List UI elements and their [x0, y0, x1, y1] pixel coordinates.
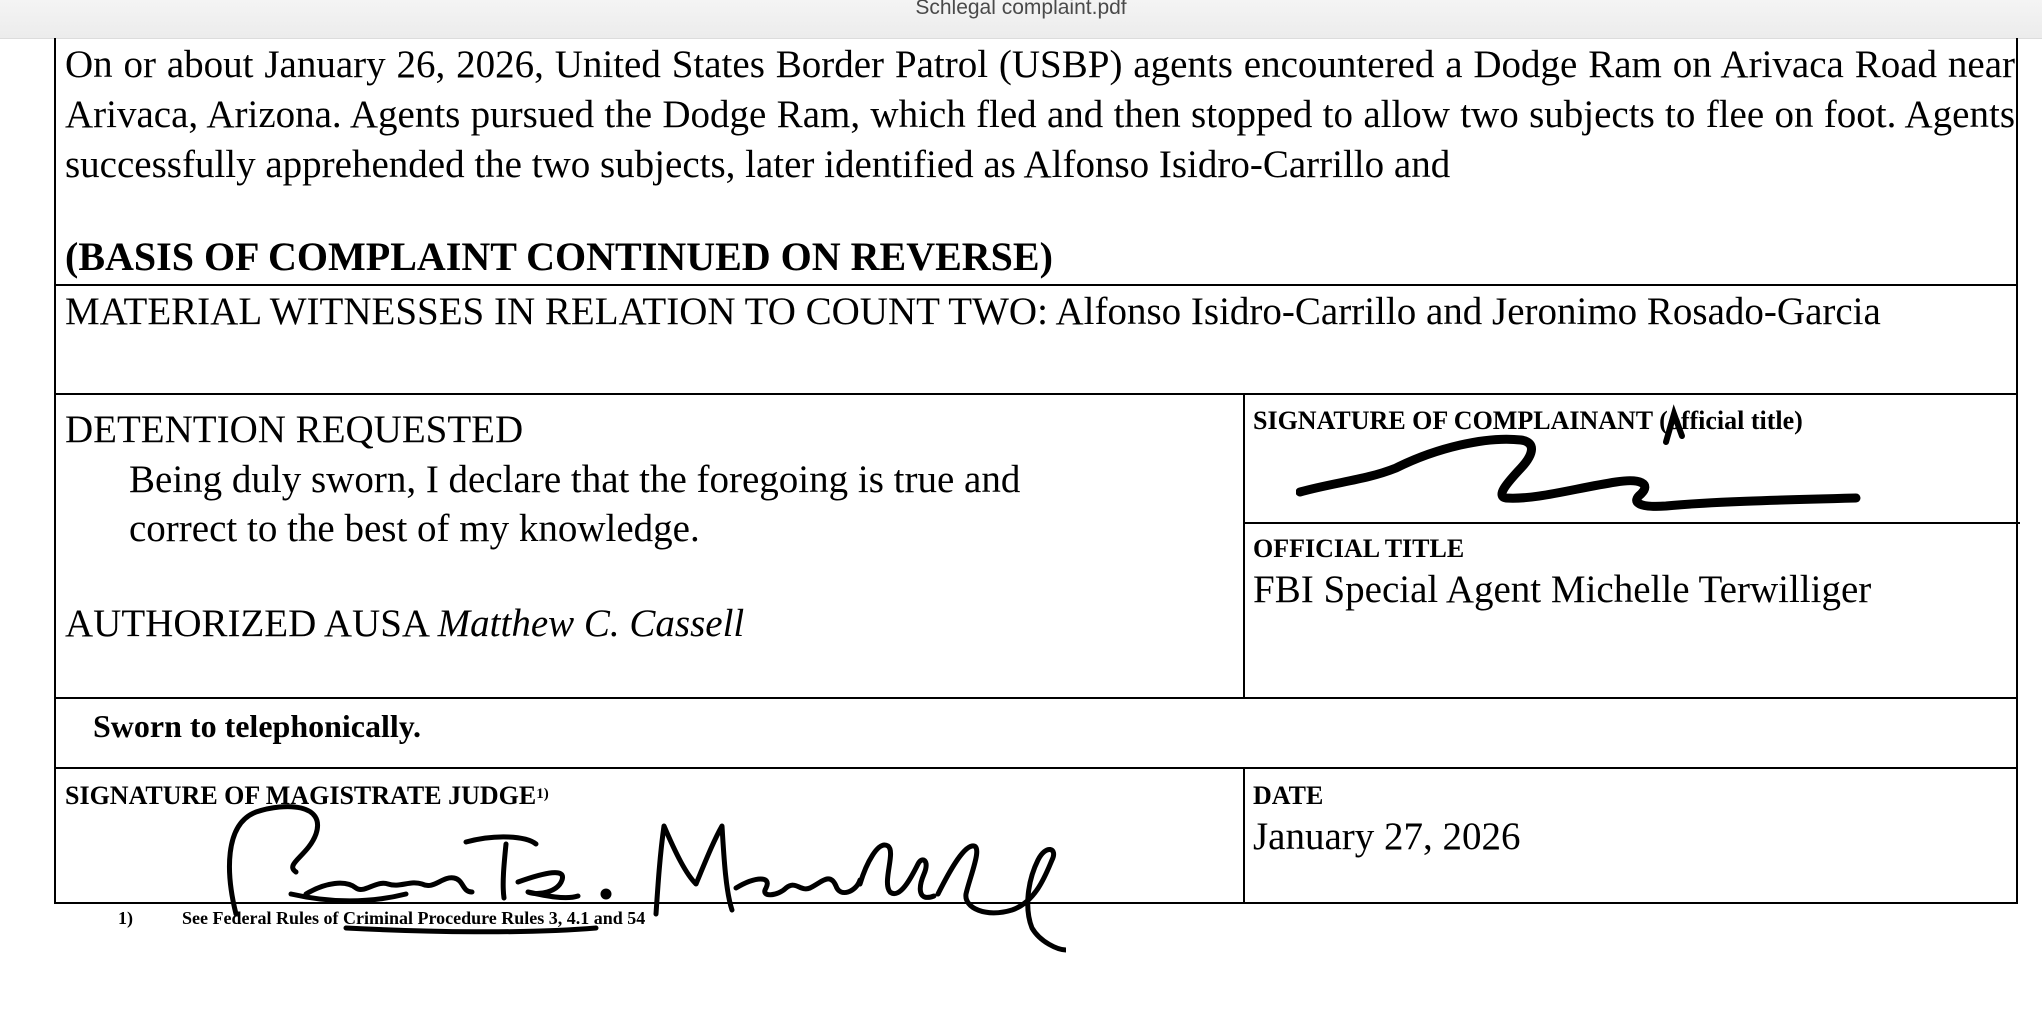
divider: [56, 697, 2016, 699]
window-titlebar: [0, 0, 2042, 39]
footnote-marker: 1): [536, 786, 549, 802]
ausa-label: AUTHORIZED AUSA: [65, 602, 428, 645]
complainant-signature: [1296, 396, 1876, 520]
complainant-signature-label: SIGNATURE OF COMPLAINANT (official title): [1253, 406, 1803, 435]
footnote-text: See Federal Rules of Criminal Procedure Rules 3, 4.1 and 54: [182, 908, 646, 928]
detention-requested: DETENTION REQUESTED: [65, 408, 524, 451]
complaint-form: [54, 38, 2018, 904]
divider: [56, 393, 2016, 395]
footnote-number: 1): [118, 908, 133, 928]
footnote: [118, 906, 645, 930]
ausa-name: Matthew C. Cassell: [437, 602, 745, 645]
official-title-label: OFFICIAL TITLE: [1253, 534, 1465, 563]
judge-signature: [166, 764, 1066, 964]
authorized-ausa: [65, 600, 744, 648]
judge-signature-label-text: SIGNATURE OF MAGISTRATE JUDGE: [65, 781, 537, 810]
continued-notice: (BASIS OF COMPLAINT CONTINUED ON REVERSE): [65, 234, 1053, 279]
column-divider: [1243, 767, 1245, 904]
column-divider: [1243, 393, 1245, 699]
window-title: Schlegal complaint.pdf: [915, 0, 1127, 19]
sworn-declaration: Being duly sworn, I declare that the foregoing is true and correct to the best of my knowledge.: [129, 458, 1021, 550]
sworn-telephonically: Sworn to telephonically.: [93, 708, 422, 744]
date-value: January 27, 2026: [1253, 815, 1521, 858]
official-title-value: FBI Special Agent Michelle Terwilliger: [1253, 568, 1872, 611]
material-witnesses: MATERIAL WITNESSES IN RELATION TO COUNT TWO: Alfonso Isidro-Carrillo and Jeronimo Rosado-Garcia: [65, 290, 1881, 333]
date-label: DATE: [1253, 781, 1324, 810]
divider: [1243, 522, 2020, 524]
divider: [56, 284, 2016, 286]
complaint-narrative: On or about January 26, 2026, United States Border Patrol (USBP) agents encountered a Dodge Ram on Arivaca Road near Arivaca, Arizona. Agents pursued the Dodge Ram, which fled and then stopped to allow two subjects to flee on foot. Agents successfully apprehended the two subjects, later identified as Alfonso Isidro-Carrillo and: [65, 43, 2015, 186]
